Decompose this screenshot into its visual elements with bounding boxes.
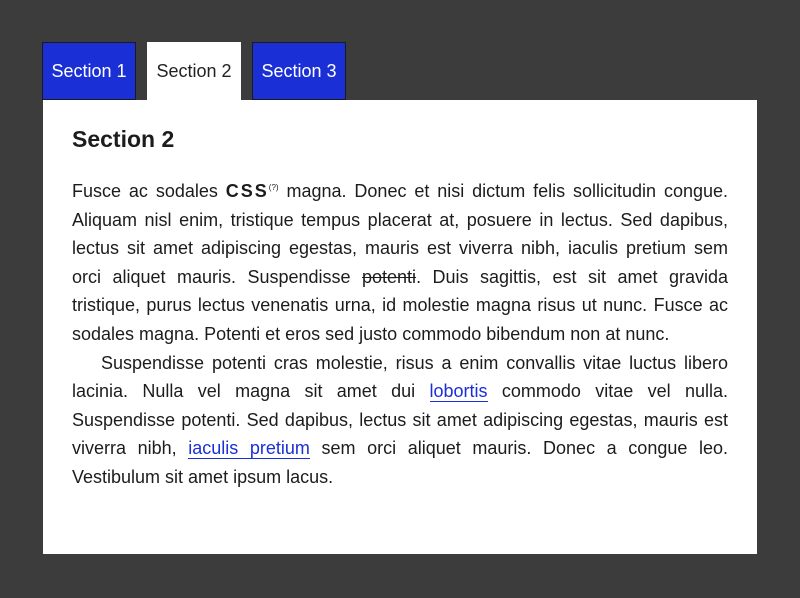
section-heading: Section 2 [72, 126, 175, 152]
paragraph-2 [72, 349, 728, 492]
tab-panel [43, 100, 757, 554]
tab-section-1[interactable]: Section 1 [42, 42, 136, 100]
paragraph-2-text-b: commodo vitae vel nulla. Suspendisse potenti. Sed dapibus, lectus sit amet adipiscing egestas, mauris est viverra nibh, [72, 381, 728, 459]
paragraph-2-text-a: Suspendisse potenti cras molestie, risus a enim convallis vitae luctus libero lacinia. Nulla vel magna sit amet dui [72, 352, 728, 402]
paragraph-1-text-c: . Duis sagittis, est sit amet gravida tristique, purus lectus venenatis urna, id molestie magna risus ut nunc. Fusce ac sodales magna. Potenti et eros sed justo commodo bibendum non at nunc. [72, 266, 728, 344]
tab-section-3[interactable]: Section 3 [252, 42, 346, 100]
link-iaculis-pretium[interactable]: iaculis pretium [188, 438, 310, 459]
paragraph-1-text-b: magna. Donec et nisi dictum felis sollicitudin congue. Aliquam nisl enim, tristique tempus placerat at, posuere in lectus. Sed dapibus, lectus sit amet adipiscing egestas, mauris est viverra nibh, iaculis pretium sem orci aliquet mauris. Suspendisse [72, 181, 728, 287]
paragraph-2-text-c: sem orci aliquet mauris. Donec a congue leo. Vestibulum sit amet ipsum lacus. [72, 438, 728, 487]
tab-section-2[interactable]: Section 2 [147, 42, 241, 101]
tab-bar [42, 42, 357, 100]
paragraph-1 [72, 177, 728, 349]
footnote-marker[interactable]: (?) [268, 183, 279, 192]
struck-text: potenti [362, 266, 417, 287]
css-abbreviation[interactable]: CSS [225, 181, 269, 201]
link-lobortis[interactable]: lobortis [429, 381, 488, 402]
paragraph-1-text-a: Fusce ac sodales [72, 181, 226, 201]
